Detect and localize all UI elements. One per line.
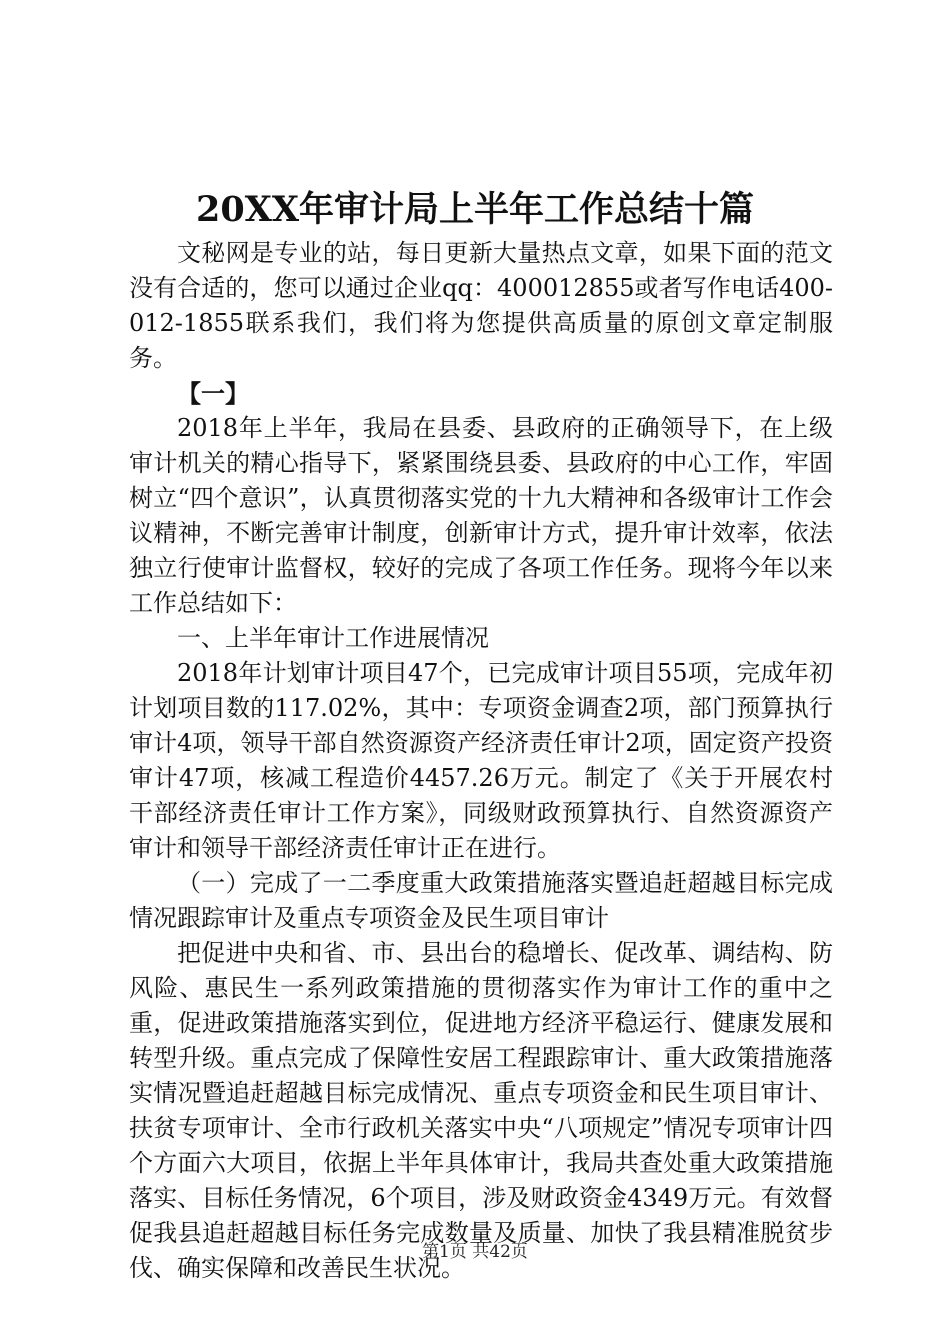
body-paragraph: 2018年上半年，我局在县委、县政府的正确领导下，在上级审计机关的精心指导下，紧紧围绕县委、县政府的中心工作，牢固树立“四个意识”，认真贯彻落实党的十九大精神和各级审计工作会议精神，不断完善审计制度，创新审计方式，提升审计效率，依法独立行使审计监督权，较好的完成了各项工作任务。现将今年以来工作总结如下： bbox=[129, 414, 833, 617]
intro-paragraph: 文秘网是专业的站，每日更新大量热点文章，如果下面的范文没有合适的，您可以通过企业qq：400012855或者写作电话400-012-1855联系我们，我们将为您提供高质量的原创文章定制服务。 bbox=[129, 239, 833, 372]
body-paragraph: 把促进中央和省、市、县出台的稳增长、促改革、调结构、防风险、惠民生一系列政策措施的贯彻落实作为审计工作的重中之重，促进政策措施落实到位，促进地方经济平稳运行、健康发展和转型升级。重点完成了保障性安居工程跟踪审计、重大政策措施落实情况暨追赶超越目标完成情况、重点专项资金和民生项目审计、扶贫专项审计、全市行政机关落实中央“八项规定”情况专项审计四个方面六大项目，依据上半年具体审计，我局共查处重大政策措施落实、目标任务情况，6个项目，涉及财政资金4349万元。有效督促我县追赶超越目标任务完成数量及质量、加快了我县精准脱贫步伐、确实保障和改善民生状况。 bbox=[129, 939, 833, 1282]
page-footer: 第1页 共42页 bbox=[422, 1242, 528, 1262]
document-body bbox=[129, 236, 833, 1286]
subsection-heading: （一）完成了一二季度重大政策措施落实暨追赶超越目标完成情况跟踪审计及重点专项资金及民生项目审计 bbox=[129, 869, 833, 932]
document-title: 20XX年审计局上半年工作总结十篇 bbox=[195, 189, 755, 230]
body-paragraph: 2018年计划审计项目47个，已完成审计项目55项，完成年初计划项目数的117.02%，其中：专项资金调查2项，部门预算执行审计4项，领导干部自然资源资产经济责任审计2项，固定资产投资审计47项，核减工程造价4457.26万元。制定了《关于开展农村干部经济责任审计工作方案》，同级财政预算执行、自然资源资产审计和领导干部经济责任审计正在进行。 bbox=[129, 659, 833, 862]
section-marker: 【一】 bbox=[177, 379, 249, 408]
section-heading: 一、上半年审计工作进展情况 bbox=[177, 624, 489, 652]
